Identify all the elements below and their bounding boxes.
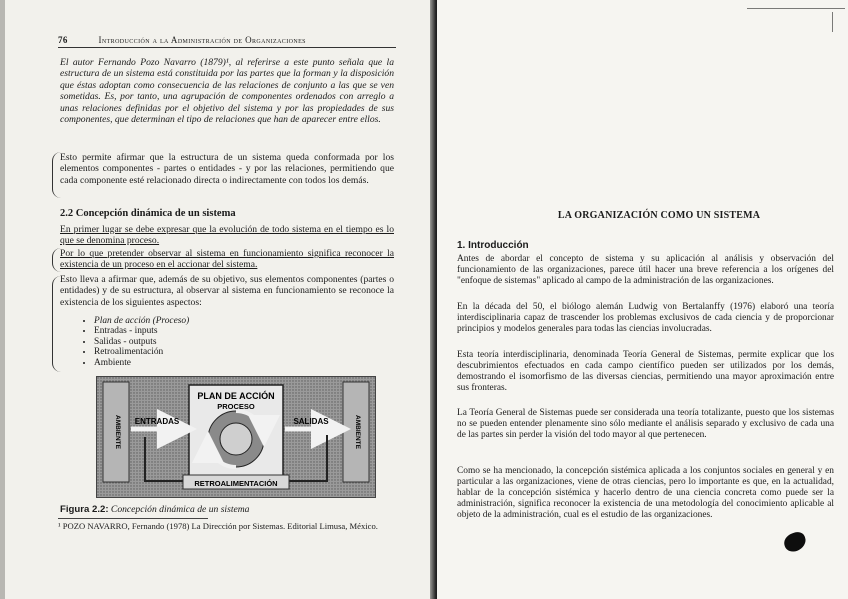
paragraph-structure-definition: El autor Fernando Pozo Navarro (1879)¹, al referirse a este punto señala que la estructura de un sistema está constituida por las partes que la forman y la disposición que éstas adoptan como consecuencia de las relaciones de conjunto a las que se ven sometidas. Es, por tanto, una agrupación de componentes ordenados con arreglo a unas relaciones definidas por el objetivo del sistema y por las propiedades de sus componentes, que determinan el tipo de relaciones que han de aparecer entre ellos.: [60, 57, 394, 126]
environment-right-label: AMBIENTE: [354, 415, 361, 449]
paragraph-bertalanffy: En la década del 50, el biólogo alemán Ludwig von Bertalanffy (1976) elaboró una teoría interdisciplinaria capaz de trascender los problemas exclusivos de cada ciencia y de proporcionar principios y modelos generales para todas las ciencias involucradas.: [457, 302, 834, 334]
right-page: [437, 0, 848, 599]
header-rule: [58, 47, 396, 48]
paragraph-process-definition: En primer lugar se debe expresar que la evolución de todo sistema en el tiempo es lo que se denomina proceso.: [60, 224, 394, 247]
list-item: • Ambiente: [94, 358, 189, 368]
scan-edge-left: [0, 0, 5, 599]
figure-caption: [60, 504, 249, 515]
section-heading: 2.2 Concepción dinámica de un sistema: [60, 208, 236, 219]
feedback-label: RETROALIMENTACIÓN: [194, 479, 278, 488]
ink-smudge: [782, 530, 809, 554]
chapter-title: LA ORGANIZACIÓN COMO UN SISTEMA: [557, 210, 761, 221]
process-cycle-inner: [220, 423, 252, 455]
process-label-1: PLAN DE ACCIÓN: [197, 391, 275, 401]
paragraph-intro: Antes de abordar el concepto de sistema y su aplicación al análisis y observación del funcionamiento de las organizaciones, parece útil hacer una breve referencia a los orígenes del "enfoque de sistemas" aplicado al campo de la administración de las organizaciones.: [457, 254, 834, 286]
process-label-2: PROCESO: [217, 402, 255, 411]
caption-text: Concepción dinámica de un sistema: [110, 504, 250, 515]
paragraph-systemic-conception: Como se ha mencionado, la concepción sistémica aplicada a los conjuntos sociales en general y en particular a las organizaciones, viene de otras ciencias, pero lo importante es que, en la actualidad, hablar de la concepción sistémica y hacerlo dentro de una ciencia concreta como puede ser la administración, significa reconocer la existencia de una metodología del conocimiento aplicable al objeto de la administración, cual es el estudio de las organizaciones.: [457, 466, 834, 520]
system-diagram-svg: [97, 377, 375, 497]
paragraph-general-systems-theory: Esta teoría interdisciplinaria, denominada Teoría General de Sistemas, permite explicar que los descubrimientos efectuados en cada campo científico pueden ser utilizados por los demás, demostrando el isomorfismo de las diversas ciencias, permitiendo una mayor aproximación entre sus fronteras.: [457, 350, 834, 393]
output-label: SALIDAS: [293, 417, 329, 426]
page-number: 76: [58, 35, 68, 45]
paragraph-aspects-intro: Esto lleva a afirmar que, además de su objetivo, sus elementos componentes (partes o entidades) y de su estructura, al observar al sistema en funcionamiento se reconoce la existencia de los siguientes aspectos:: [60, 274, 394, 308]
aspects-list: [80, 316, 189, 368]
section-heading-intro: 1. Introducción: [457, 240, 529, 251]
scan-artifact-top: [747, 8, 845, 9]
scan-artifact-corner: [832, 12, 833, 32]
list-item: • Plan de acción (Proceso): [94, 316, 189, 326]
paragraph-structure-conclusion: Esto permite afirmar que la estructura de un sistema queda conformada por los elementos componentes - partes o entidades - y por las relaciones, permitiendo que cada componente esté relacionado directa o indirectamente con todos los demás.: [60, 152, 394, 186]
running-head-title: Introducción a la Administración de Organizaciones: [98, 35, 306, 45]
caption-label: Figura 2.2:: [60, 504, 109, 515]
paragraph-totalizing-theory: La Teoría General de Sistemas puede ser considerada una teoría totalizante, puesto que los sistemas no se pueden entender plenamente sino sólo mediante el análisis separado y exclusivo de cada una de las partes sin perder la visión del todo mayor al que pertenecen.: [457, 408, 834, 440]
input-label: ENTRADAS: [134, 417, 180, 426]
list-item: • Salidas - outputs: [94, 337, 189, 347]
environment-left-label: AMBIENTE: [114, 415, 121, 449]
footnote: ¹ POZO NAVARRO, Fernando (1978) La Dirección por Sistemas. Editorial Limusa, México.: [58, 521, 378, 531]
list-item: • Entradas - inputs: [94, 326, 189, 336]
paragraph-process-observation: Por lo que pretender observar al sistema en funcionamiento significa reconocer la existencia de un proceso en el accionar del sistema.: [60, 248, 394, 271]
system-diagram: [96, 376, 376, 498]
footnote-rule: [58, 518, 208, 519]
running-header: [58, 35, 398, 45]
list-item: • Retroalimentación: [94, 347, 189, 357]
